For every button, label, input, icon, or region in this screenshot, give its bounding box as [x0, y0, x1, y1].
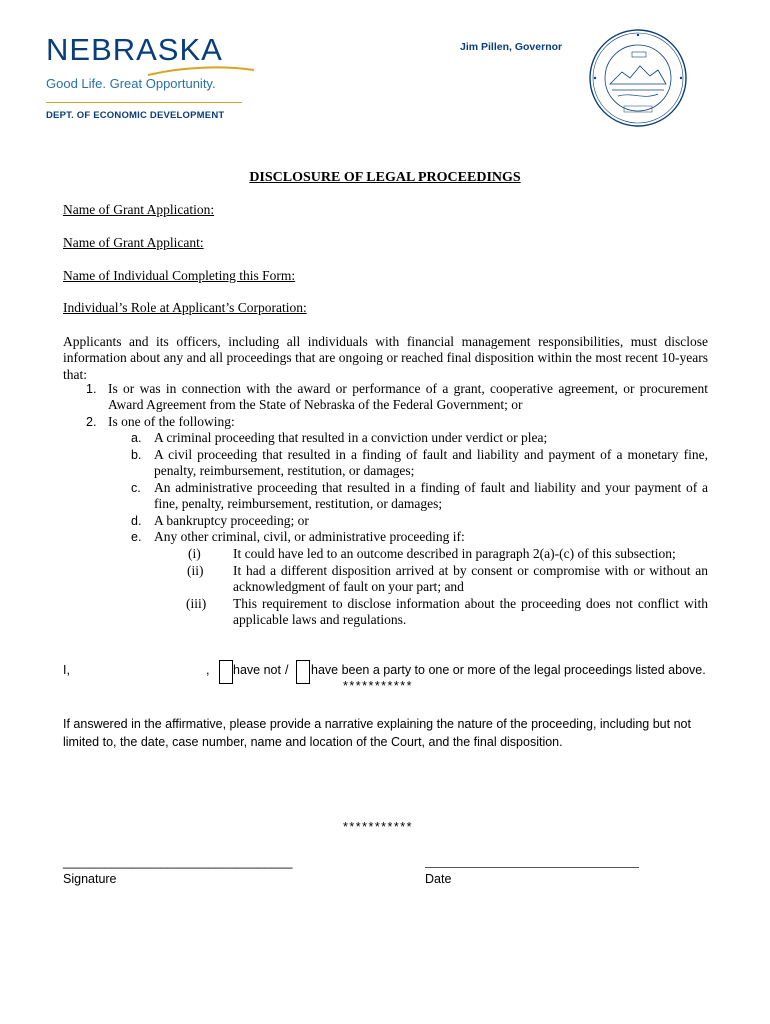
field-role-label: Individual’s Role at Applicant’s Corporation: [63, 300, 307, 315]
field-grant-applicant-label: Name of Grant Applicant: [63, 235, 204, 250]
have-been-label: have been a party to one or more of the legal proceedings listed above. [311, 663, 706, 677]
sublist-item-letter: c. [131, 481, 141, 495]
list-item-number: 2. [86, 415, 97, 429]
roman-item-number: (iii) [186, 596, 207, 611]
sublist-item-letter: b. [131, 448, 142, 462]
list-item-text: Is or was in connection with the award or performance of a grant, cooperative agreement, or procurement Award Agreement from the State of Nebraska of the Federal Government; or [108, 381, 708, 413]
intro-paragraph: Applicants and its officers, including all individuals with financial management responsibilities, must disclose information about any and all proceedings that are ongoing or reached final disposition within the most recent 10-years that: [63, 334, 708, 382]
have-not-label: have not [233, 663, 281, 677]
date-line[interactable] [425, 867, 639, 868]
sublist-item-text: A civil proceeding that resulted in a finding of fault and liability and payment of a monetary fine, penalty, reimbursement, restitution, or damages; [154, 447, 708, 479]
signature-label: Signature [63, 872, 117, 886]
roman-item-text: It could have led to an outcome described in paragraph 2(a)-(c) of this subsection; [233, 546, 676, 561]
separator-stars: *********** [343, 820, 414, 834]
logo-divider [46, 102, 242, 103]
have-not-checkbox[interactable] [219, 660, 233, 684]
sublist-item-letter: e. [131, 530, 142, 544]
roman-item-text: It had a different disposition arrived at by consent or compromise with or without an acknowledgment of fault on your part; and [233, 563, 708, 595]
sublist-item-text: Any other criminal, civil, or administrative proceeding if: [154, 529, 465, 544]
roman-item-number: (ii) [187, 563, 204, 578]
separator-stars: *********** [343, 679, 414, 693]
roman-item-text: This requirement to disclose information about the proceeding does not conflict with applicable laws and regulations. [233, 596, 708, 628]
roman-item-number: (i) [188, 546, 201, 561]
sublist-item-letter: a. [131, 431, 142, 445]
signature-line[interactable]: _________________________________ [63, 855, 293, 869]
sublist-item-text: A criminal proceeding that resulted in a conviction under verdict or plea; [154, 430, 548, 445]
logo-wordmark: NEBRASKA [46, 32, 223, 67]
governor-name: Jim Pillen, Governor [460, 41, 563, 53]
statement-i: I, [63, 663, 70, 677]
state-seal-icon [588, 28, 688, 128]
logo-department: DEPT. OF ECONOMIC DEVELOPMENT [46, 110, 225, 121]
statement-slash: / [285, 663, 289, 677]
list-item-number: 1. [86, 382, 97, 396]
date-label: Date [425, 872, 452, 886]
nebraska-logo [46, 34, 256, 124]
field-individual-name-label: Name of Individual Completing this Form: [63, 268, 296, 283]
list-item-text: Is one of the following: [108, 414, 235, 429]
logo-tagline: Good Life. Great Opportunity. [46, 76, 216, 91]
narrative-instructions: If answered in the affirmative, please provide a narrative explaining the nature of the proceeding, including but not limited to, the date, case number, name and location of the Court, and the final disposition. [63, 717, 691, 749]
statement-comma: , [206, 663, 210, 677]
sublist-item-text: An administrative proceeding that resulted in a finding of fault and liability and your payment of a fine, penalty, reimbursement, restitution, or damages; [154, 480, 708, 512]
sublist-item-letter: d. [131, 514, 142, 528]
field-grant-application-label: Name of Grant Application: [63, 202, 215, 217]
logo-swoosh-icon [146, 64, 256, 78]
form-title: DISCLOSURE OF LEGAL PROCEEDINGS [249, 170, 521, 185]
have-been-checkbox[interactable] [296, 660, 310, 684]
sublist-item-text: A bankruptcy proceeding; or [154, 513, 309, 528]
